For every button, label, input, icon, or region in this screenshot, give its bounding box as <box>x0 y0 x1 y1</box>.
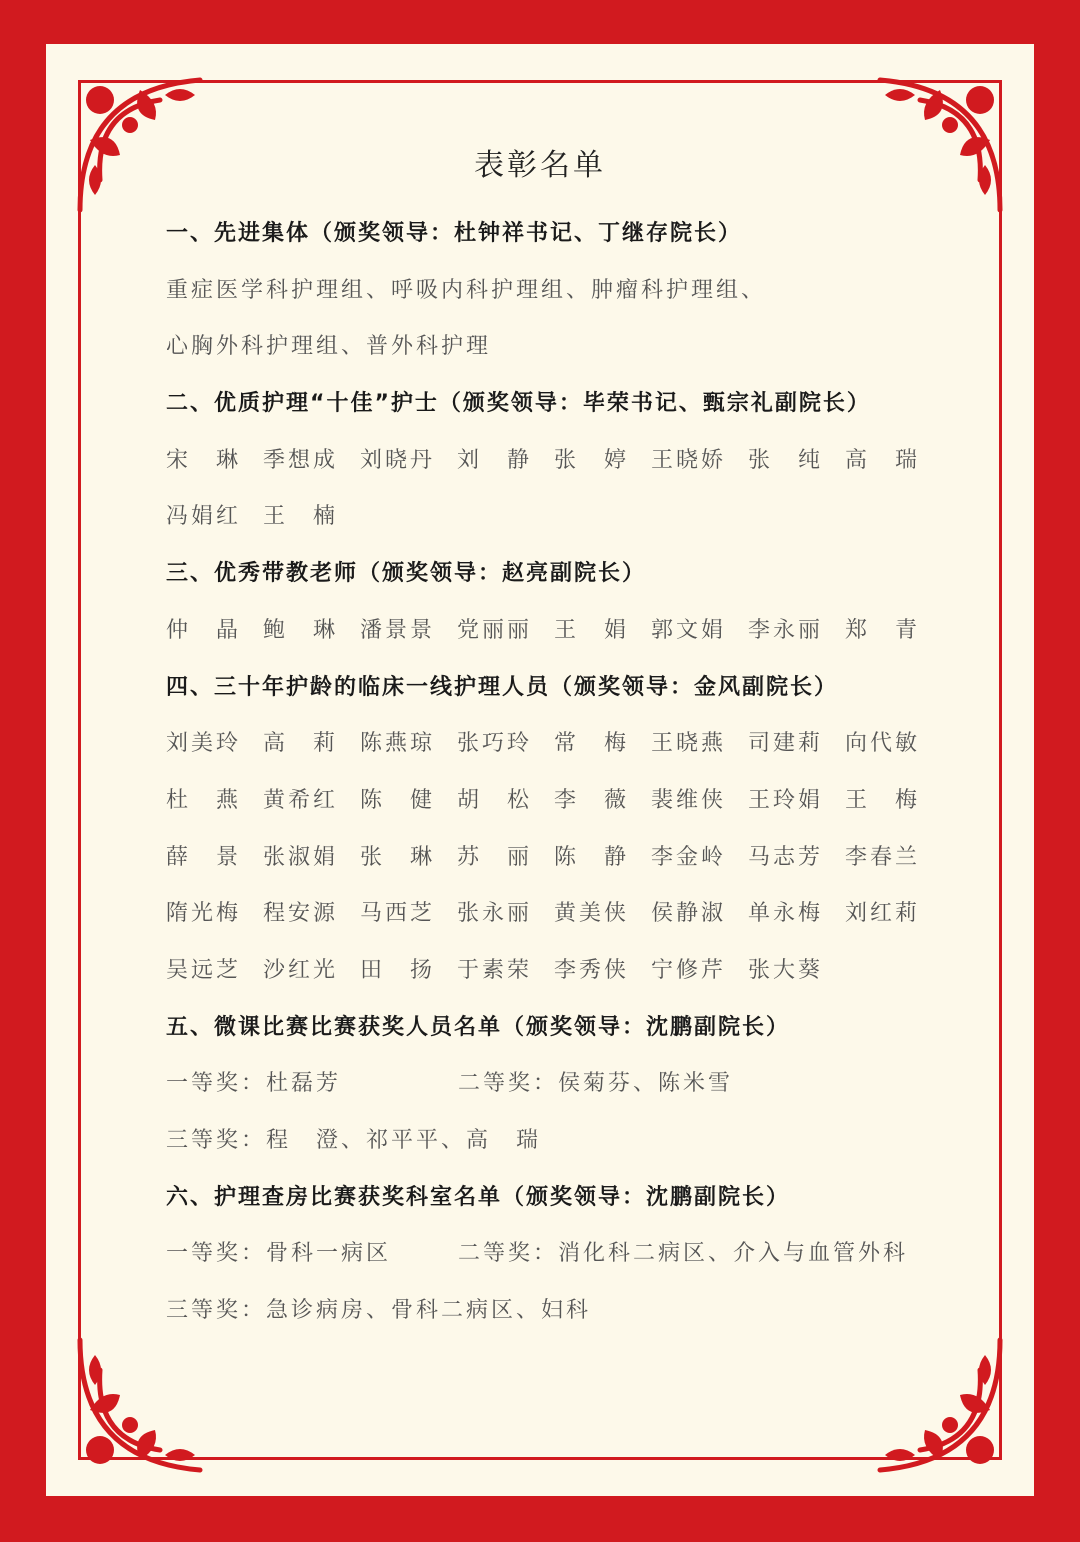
person-name: 鲍 琳 <box>263 617 339 643</box>
name-row <box>166 720 946 777</box>
person-name: 陈燕琼 <box>360 731 436 757</box>
person-name: 张 纯 <box>748 447 824 473</box>
person-name: 苏 丽 <box>457 844 533 870</box>
list-item: 重症医学科护理组、呼吸内科护理组、肿瘤科护理组、 <box>166 277 767 303</box>
person-name: 张大葵 <box>748 957 824 983</box>
person-name: 张 琳 <box>360 844 436 870</box>
person-name: 刘美玲 <box>166 731 242 757</box>
person-name: 裴维侠 <box>651 787 727 813</box>
name-row <box>166 890 946 947</box>
award-row <box>166 1287 946 1344</box>
person-name: 程安源 <box>263 901 339 927</box>
person-name: 张永丽 <box>457 901 533 927</box>
person-name: 刘晓丹 <box>360 447 436 473</box>
person-name: 田 扬 <box>360 957 436 983</box>
section-heading: 一、先进集体（颁奖领导：杜钟祥书记、丁继存院长） <box>166 221 743 246</box>
person-name: 李秀侠 <box>554 957 630 983</box>
award-row <box>166 1117 946 1174</box>
person-name: 仲 晶 <box>166 617 242 643</box>
person-name: 薛 景 <box>166 844 242 870</box>
person-name: 吴远芝 <box>166 957 242 983</box>
person-name: 李永丽 <box>748 617 824 643</box>
person-name: 张 婷 <box>554 447 630 473</box>
award-entry: 三等奖：程 澄、祁平平、高 瑞 <box>166 1128 542 1153</box>
person-name: 侯静淑 <box>651 901 727 927</box>
award-entry: 一等奖：骨科一病区 <box>166 1241 392 1267</box>
person-name: 宋 琳 <box>166 447 242 473</box>
person-name: 胡 松 <box>457 787 533 813</box>
person-name: 常 梅 <box>554 731 630 757</box>
person-name: 陈 静 <box>554 844 630 870</box>
award-list <box>166 210 946 1344</box>
person-name: 宁修芹 <box>651 957 727 983</box>
person-name: 刘 静 <box>457 447 533 473</box>
flourish-corner-icon <box>70 1330 220 1480</box>
person-name: 张淑娟 <box>263 844 339 870</box>
name-row <box>166 947 946 1004</box>
person-name: 隋光梅 <box>166 901 242 927</box>
section-heading: 三、优秀带教老师（颁奖领导：赵亮副院长） <box>166 561 647 587</box>
person-name: 高 瑞 <box>845 447 921 473</box>
person-name: 陈 健 <box>360 787 436 813</box>
person-name: 郑 青 <box>845 617 921 643</box>
flourish-corner-icon <box>860 1330 1010 1480</box>
person-name: 季想成 <box>263 447 339 473</box>
name-row <box>166 437 946 494</box>
person-name: 马志芳 <box>748 844 824 870</box>
person-name: 王晓娇 <box>651 447 727 473</box>
person-name: 司建莉 <box>748 731 824 757</box>
person-name: 李春兰 <box>845 844 921 870</box>
list-item: 心胸外科护理组、普外科护理 <box>166 334 492 360</box>
person-name: 杜 燕 <box>166 787 242 813</box>
award-entry: 二等奖：侯菊芬、陈米雪 <box>458 1071 734 1097</box>
award-row <box>166 1060 946 1117</box>
person-name: 李 薇 <box>554 787 630 813</box>
person-name: 党丽丽 <box>457 617 533 643</box>
name-row <box>166 777 946 834</box>
section-heading: 二、优质护理“十佳”护士（颁奖领导：毕荣书记、甄宗礼副院长） <box>166 391 871 417</box>
person-name: 王 娟 <box>554 617 630 643</box>
person-name: 高 莉 <box>263 731 339 757</box>
person-name: 沙红光 <box>263 957 339 983</box>
person-name: 李金岭 <box>651 844 727 870</box>
award-entry: 二等奖：消化科二病区、介入与血管外科 <box>458 1241 909 1267</box>
award-entry: 一等奖：杜磊芳 <box>166 1071 342 1097</box>
person-name: 王 楠 <box>263 504 339 530</box>
person-name: 黄希红 <box>263 787 339 813</box>
person-name: 黄美侠 <box>554 901 630 927</box>
person-name: 马西芝 <box>360 901 436 927</box>
award-entry: 三等奖：急诊病房、骨科二病区、妇科 <box>166 1298 592 1324</box>
person-name: 向代敏 <box>845 731 921 757</box>
person-name: 郭文娟 <box>651 617 727 643</box>
person-name: 潘景景 <box>360 617 436 643</box>
name-row <box>166 834 946 891</box>
person-name: 刘红莉 <box>845 901 921 927</box>
person-name: 王 梅 <box>845 787 921 813</box>
award-row <box>166 1230 946 1287</box>
section-heading: 五、微课比赛比赛获奖人员名单（颁奖领导：沈鹏副院长） <box>166 1014 791 1040</box>
person-name: 单永梅 <box>748 901 824 927</box>
person-name: 王玲娟 <box>748 787 824 813</box>
person-name: 张巧玲 <box>457 731 533 757</box>
name-row <box>166 493 946 550</box>
person-name: 于素荣 <box>457 957 533 983</box>
section-heading: 六、护理查房比赛获奖科室名单（颁奖领导：沈鹏副院长） <box>166 1184 791 1210</box>
section-heading: 四、三十年护龄的临床一线护理人员（颁奖领导：金风副院长） <box>166 674 839 700</box>
name-row <box>166 607 946 664</box>
person-name: 王晓燕 <box>651 731 727 757</box>
person-name: 冯娟红 <box>166 504 242 530</box>
page-title: 表彰名单 <box>474 148 606 183</box>
